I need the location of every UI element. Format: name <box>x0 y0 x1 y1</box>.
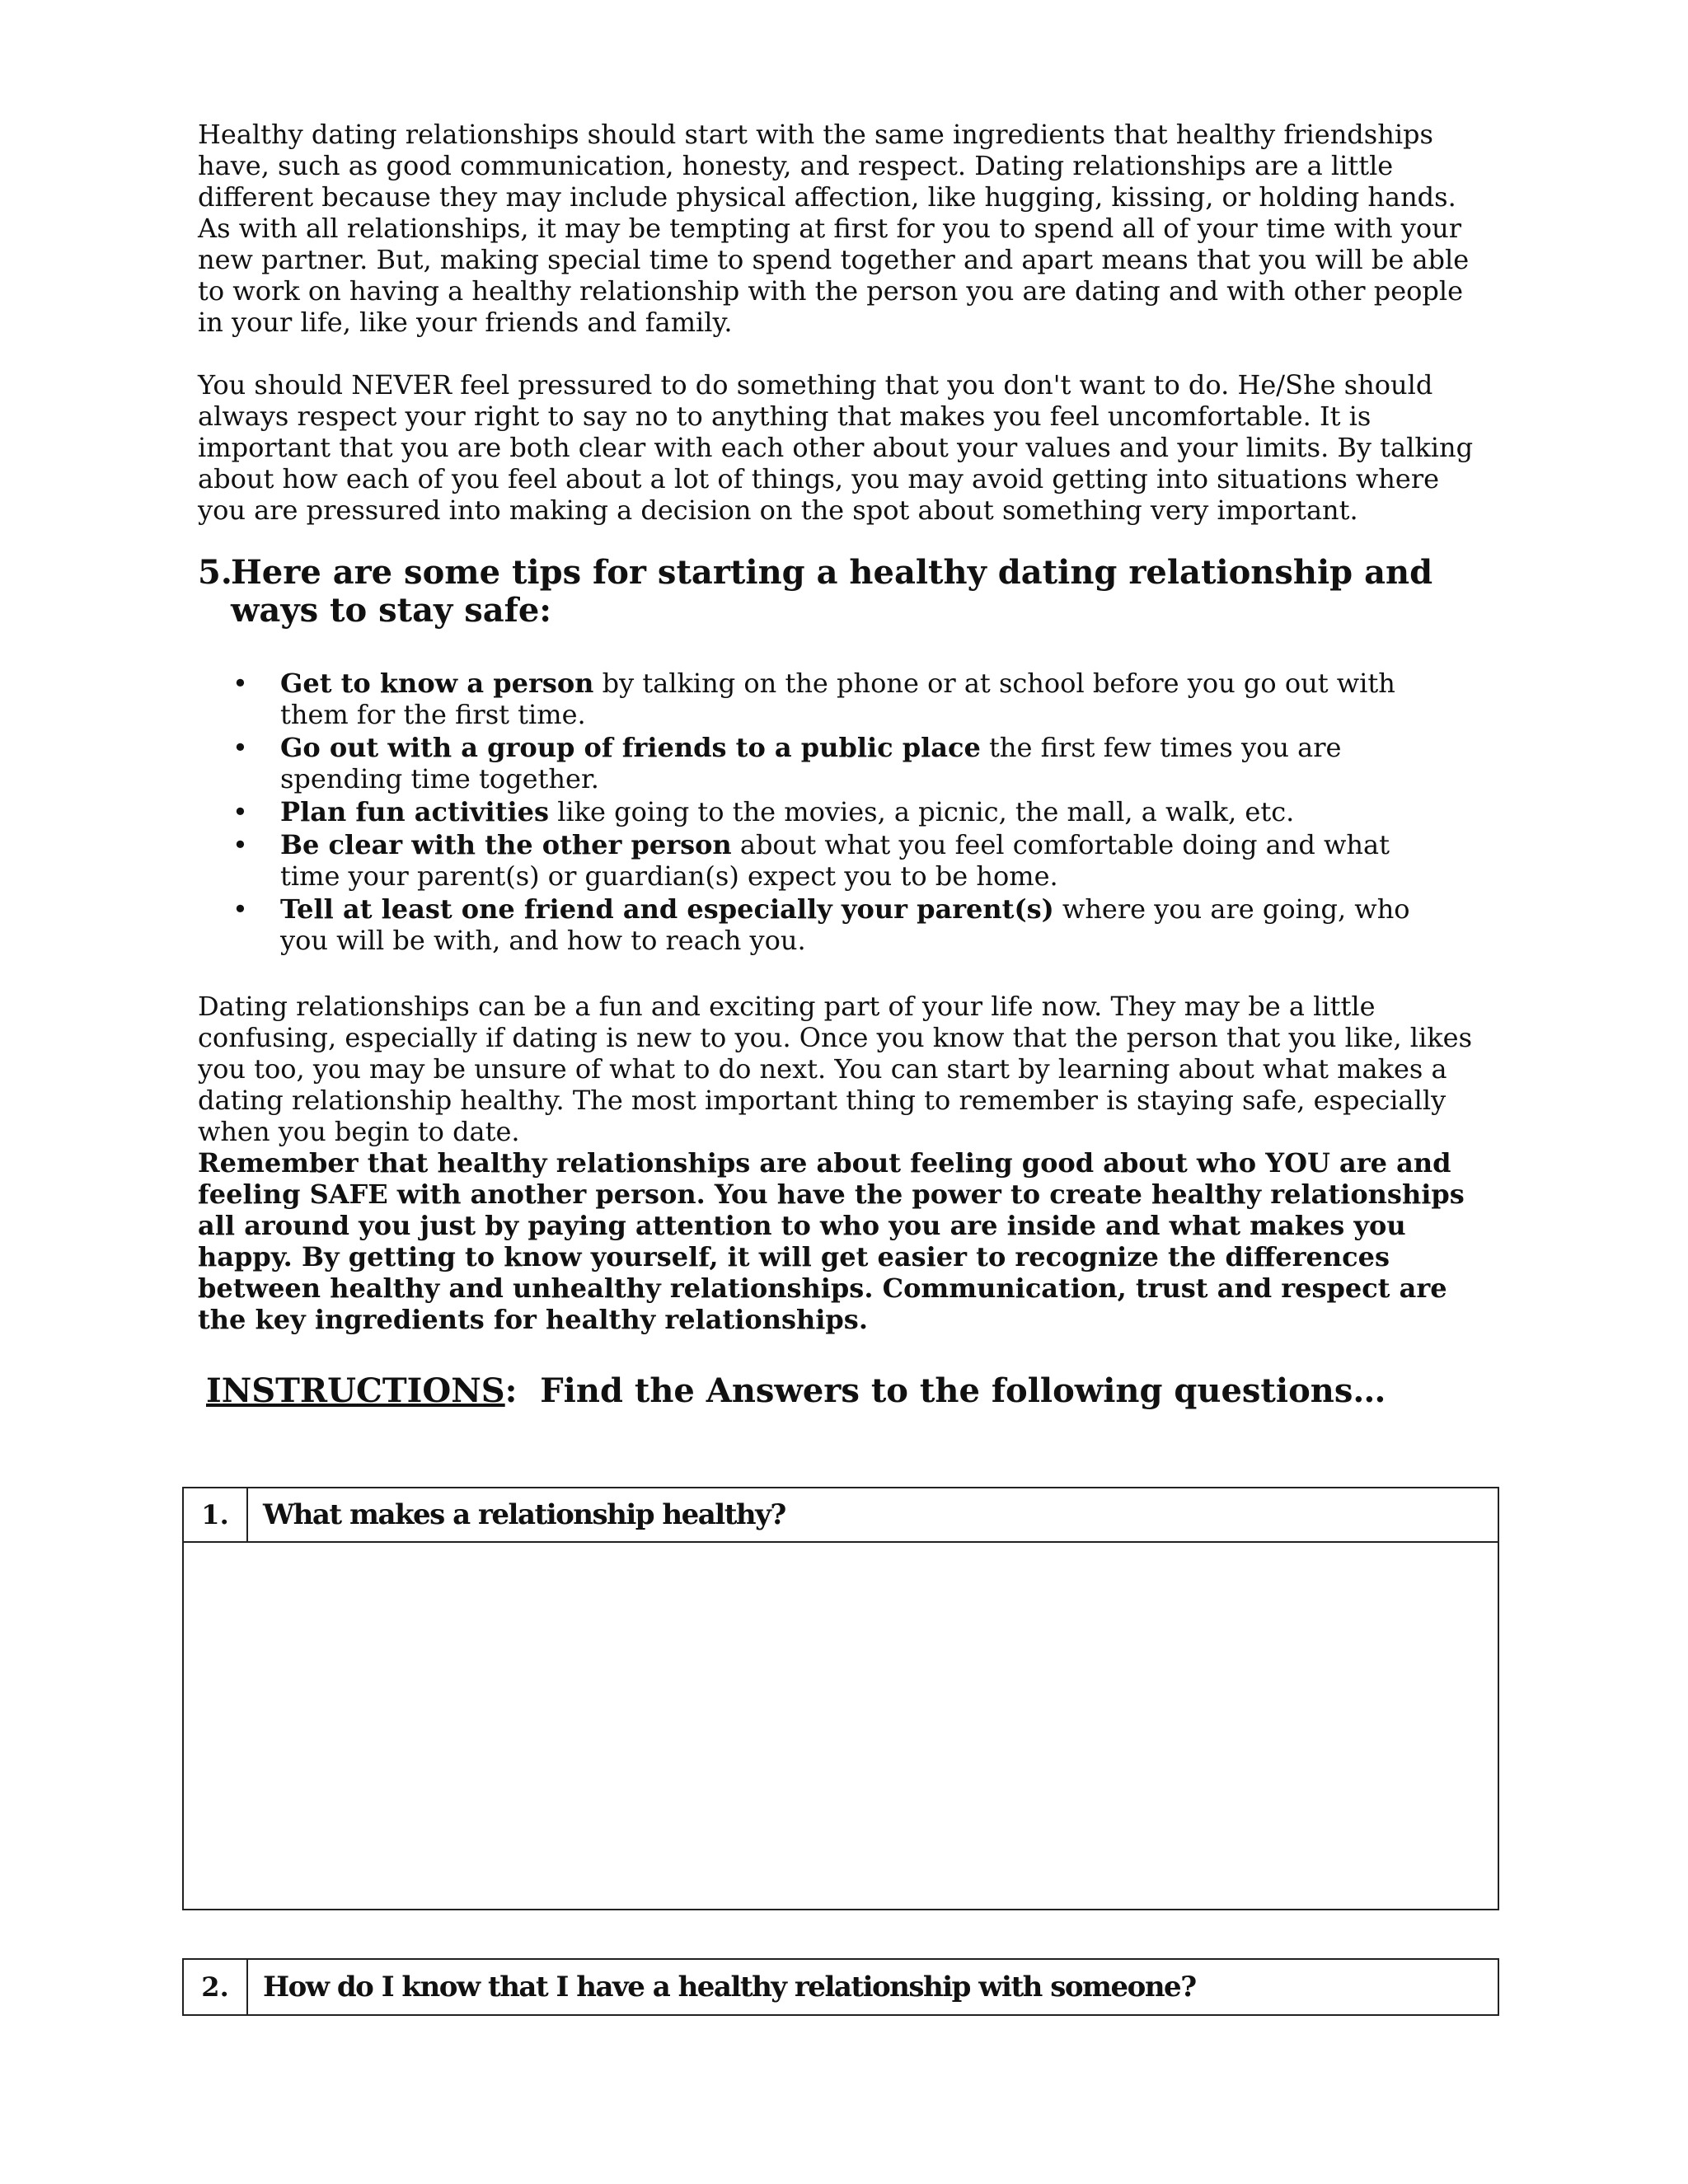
instructions-text: Find the Answers to the following questions… <box>540 1371 1386 1410</box>
instructions-colon: : <box>504 1371 518 1410</box>
tip-bold: Plan fun activities <box>280 796 550 827</box>
question-1-answer-box[interactable] <box>184 1543 1498 1909</box>
question-1-header <box>184 1488 1498 1543</box>
question-2-text: How do I know that I have a healthy relationship with someone? <box>263 1971 1196 2004</box>
tip-text: about what you feel comfortable doing and what time your parent(s) or guardian(s) expect you to be home. <box>280 829 1390 892</box>
question-1-table <box>182 1487 1499 1910</box>
list-item <box>198 796 1451 827</box>
tip-bold: Tell at least one friend and especially your parent(s) <box>280 893 1054 925</box>
instructions-heading <box>206 1371 1386 1410</box>
remember-paragraph: Remember that healthy relationships are about feeling good about who YOU are and feeling SAFE with another person. You have the power to create healthy relationships all around you just by paying attention to who you are inside and what makes you happy. By getting to know yourself, it will get easier to recognize the differences between healthy and unhealthy relationships. Communication, trust and respect are the key ingredients for healthy relationships. <box>198 1147 1465 1335</box>
list-item <box>198 893 1451 956</box>
pressure-paragraph: You should NEVER feel pressured to do something that you don't want to do. He/She should always respect your right to say no to anything that makes you feel uncomfortable. It is important that you are both clear with each other about your values and your limits. By talking about how each of you feel about a lot of things, you may avoid getting into situations where you are pressured into making a decision on the spot about something very important. <box>198 369 1474 526</box>
tip-bold: Be clear with the other person <box>280 829 732 860</box>
bullet-icon: • <box>232 796 248 827</box>
section-5-line2: ways to stay safe: <box>231 591 552 630</box>
tip-bold: Get to know a person <box>280 668 594 699</box>
intro-paragraph: Healthy dating relationships should start with the same ingredients that healthy friendships have, such as good communication, honesty, and respect. Dating relationships are a little different because they may include physical affection, like hugging, kissing, or holding hands. As with all relationships, it may be tempting at first for you to spend all of your time with your new partner. But, making special time to spend together and apart means that you will be able to work on having a healthy relationship with the person you are dating and with other people in your life, like your friends and family. <box>198 119 1470 338</box>
question-2-table <box>182 1958 1499 2016</box>
question-1-number: 1. <box>184 1488 248 1541</box>
bullet-icon: • <box>232 668 248 699</box>
tip-text: by talking on the phone or at school before you go out with them for the first time. <box>280 668 1395 730</box>
bullet-icon: • <box>232 829 248 860</box>
question-1-text: What makes a relationship healthy? <box>263 1498 785 1531</box>
question-2-number: 2. <box>184 1960 248 2014</box>
tip-bold: Go out with a group of friends to a public place <box>280 732 981 763</box>
dating-paragraph: Dating relationships can be a fun and exciting part of your life now. They may be a little confusing, especially if dating is new to you. Once you know that the person that you like, likes you too, you may be unsure of what to do next. You can start by learning about what makes a dating relationship healthy. The most important thing to remember is staying safe, especially when you begin to date. <box>198 991 1473 1147</box>
tip-text: like going to the movies, a picnic, the mall, a walk, etc. <box>549 796 1295 827</box>
bullet-icon: • <box>232 893 248 925</box>
instructions-label: INSTRUCTIONS <box>206 1371 505 1410</box>
tips-list <box>198 668 1451 958</box>
list-item <box>198 829 1451 892</box>
question-2-header <box>184 1960 1498 2014</box>
section-5-heading <box>198 554 1484 630</box>
tip-text: where you are going, who you will be with, and how to reach you. <box>280 893 1410 956</box>
list-item <box>198 668 1451 730</box>
section-5-line1: Here are some tips for starting a healthy dating relationship and <box>231 553 1433 592</box>
tip-text: the first few times you are spending time together. <box>280 732 1342 794</box>
bullet-icon: • <box>232 732 248 763</box>
section-5-number: 5. <box>198 553 232 592</box>
list-item <box>198 732 1451 794</box>
